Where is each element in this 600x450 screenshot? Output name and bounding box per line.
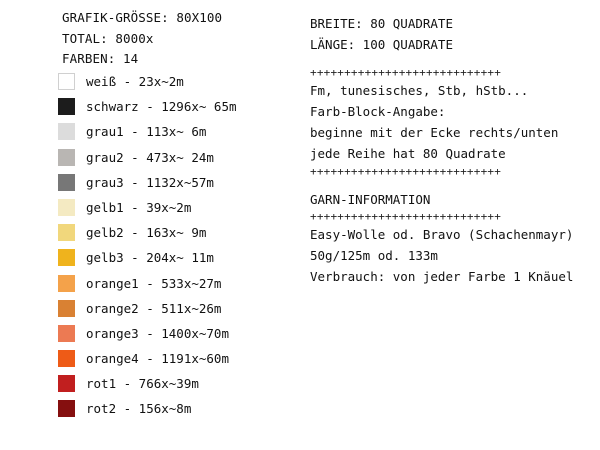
color-row xyxy=(58,350,308,375)
stitch-types: Fm, tunesisches, Stb, hStb... xyxy=(310,83,529,98)
color-row xyxy=(58,300,308,325)
graphic-size: GRAFIK-GRÖSSE: 80X100 xyxy=(62,10,223,25)
color-label: gelb3 - 204x~ 11m xyxy=(86,250,214,266)
color-row xyxy=(58,149,308,174)
color-row xyxy=(58,174,308,199)
color-row xyxy=(58,375,308,400)
color-swatch xyxy=(58,375,75,392)
color-label: rot1 - 766x~39m xyxy=(86,376,199,392)
color-row xyxy=(58,249,308,274)
color-label: grau2 - 473x~ 24m xyxy=(86,149,214,165)
yarn-heading: GARN-INFORMATION xyxy=(310,192,431,207)
color-swatch xyxy=(58,400,75,417)
color-label: gelb1 - 39x~2m xyxy=(86,199,192,215)
color-row xyxy=(58,98,308,123)
info-panel xyxy=(310,13,595,287)
color-label: weiß - 23x~2m xyxy=(86,74,184,89)
color-label: schwarz - 1296x~ 65m xyxy=(86,99,237,115)
color-swatch xyxy=(58,249,75,266)
color-swatch xyxy=(58,98,75,115)
color-row xyxy=(58,123,308,148)
yarn-type: Easy-Wolle od. Bravo (Schachenmayr) xyxy=(310,227,574,242)
color-label: grau1 - 113x~ 6m xyxy=(86,124,207,140)
color-swatch xyxy=(58,199,75,216)
color-row xyxy=(58,400,308,425)
color-label: gelb2 - 163x~ 9m xyxy=(86,225,207,241)
color-swatch xyxy=(58,224,75,241)
yarn-usage: Verbrauch: von jeder Farbe 1 Knäuel xyxy=(310,269,574,284)
color-count: FARBEN: 14 xyxy=(62,51,139,66)
color-label: orange3 - 1400x~70m xyxy=(86,325,229,341)
color-label: orange1 - 533x~27m xyxy=(86,275,222,291)
start-corner-instruction: beginne mit der Ecke rechts/unten xyxy=(310,125,559,140)
color-row xyxy=(58,73,308,98)
color-swatch xyxy=(58,73,75,90)
color-swatch xyxy=(58,275,75,292)
color-block-label: Farb-Block-Angabe: xyxy=(310,104,446,119)
color-row xyxy=(58,224,308,249)
color-swatch xyxy=(58,325,75,342)
color-label: orange4 - 1191x~60m xyxy=(86,351,229,367)
color-row xyxy=(58,275,308,300)
color-swatch xyxy=(58,123,75,140)
total-squares: TOTAL: 8000x xyxy=(62,30,154,46)
graphic-summary xyxy=(62,8,222,70)
divider: ++++++++++++++++++++++++++++ xyxy=(310,165,502,178)
color-row xyxy=(58,199,308,224)
divider: ++++++++++++++++++++++++++++ xyxy=(310,66,502,79)
color-row xyxy=(58,325,308,350)
color-label: rot2 - 156x~8m xyxy=(86,401,192,417)
width-info: BREITE: 80 QUADRATE xyxy=(310,16,453,31)
row-squares-instruction: jede Reihe hat 80 Quadrate xyxy=(310,146,506,161)
yarn-weight: 50g/125m od. 133m xyxy=(310,248,438,263)
color-label: orange2 - 511x~26m xyxy=(86,300,222,316)
color-swatch xyxy=(58,300,75,317)
color-list xyxy=(58,73,308,426)
color-swatch xyxy=(58,174,75,191)
length-info: LÄNGE: 100 QUADRATE xyxy=(310,37,453,52)
color-swatch xyxy=(58,149,75,166)
color-swatch xyxy=(58,350,75,367)
color-label: grau3 - 1132x~57m xyxy=(86,174,214,190)
divider: ++++++++++++++++++++++++++++ xyxy=(310,210,502,223)
